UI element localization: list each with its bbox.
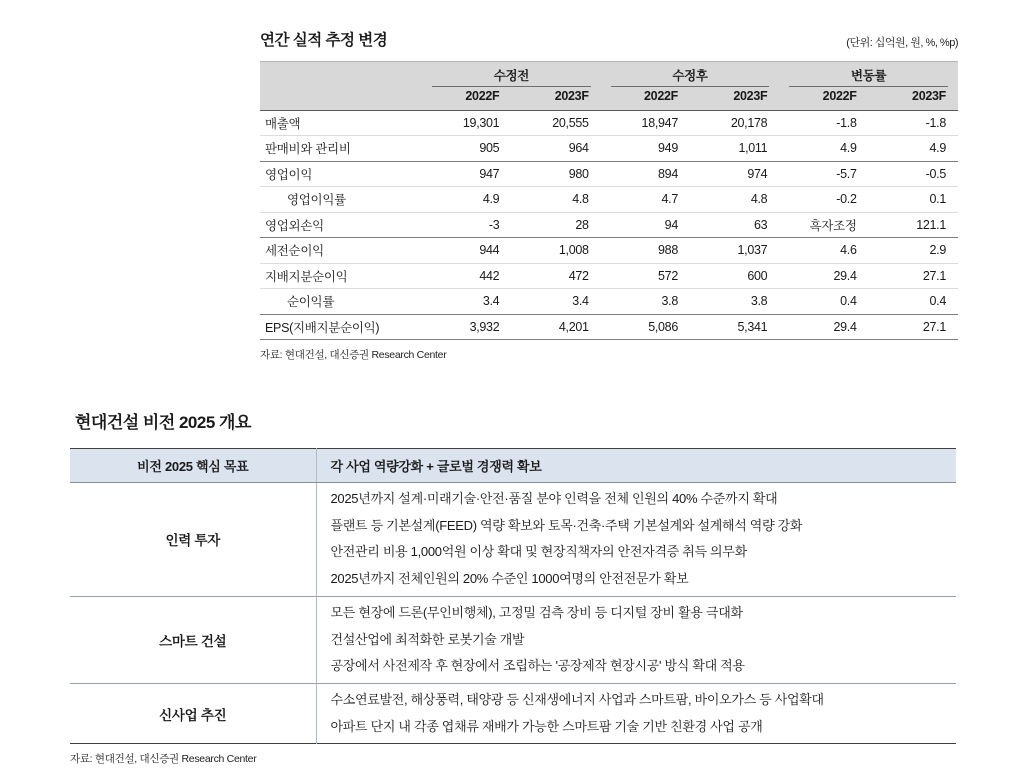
year-header: 2023F (690, 87, 779, 110)
cell-value: 572 (601, 263, 690, 289)
unit-note: (단위: 십억원, 원, %, %p) (846, 37, 958, 49)
cell-value: 3.4 (511, 289, 600, 315)
cell-value: 29.4 (779, 314, 868, 340)
vision-item: 2025년까지 설계·미래기술·안전·품질 분야 인력을 전체 인원의 40% 수준까지 확대 (330, 491, 778, 506)
year-header: 2023F (511, 87, 600, 110)
estimates-section (260, 28, 958, 362)
cell-value: 20,178 (690, 110, 779, 136)
cell-value: 5,086 (601, 314, 690, 340)
table-row (260, 110, 958, 136)
row-label: 세전순이익 (260, 238, 422, 264)
cell-value: -5.7 (779, 161, 868, 187)
vision-row (70, 483, 956, 597)
cell-value: 894 (601, 161, 690, 187)
year-header-spacer (260, 87, 422, 110)
cell-value: 18,947 (601, 110, 690, 136)
vision-item: 공장에서 사전제작 후 현장에서 조립하는 '공장제작 현장시공' 방식 확대 적용 (330, 658, 745, 674)
vision-row-content (316, 483, 956, 597)
group-header-row (260, 62, 958, 88)
vision-row-label: 스마트 건설 (70, 596, 316, 683)
table-row (260, 212, 958, 238)
row-label: 영업외손익 (260, 212, 422, 238)
cell-value: 442 (422, 263, 511, 289)
cell-value: 28 (511, 212, 600, 238)
estimates-source: 자료: 현대건설, 대신증권 Research Center (260, 349, 447, 361)
cell-value: 3.8 (601, 289, 690, 315)
cell-value: 4.9 (779, 136, 868, 162)
year-header: 2023F (869, 87, 958, 110)
vision-header-row (70, 449, 956, 483)
cell-value: -0.2 (779, 187, 868, 213)
vision-table-body (70, 483, 956, 744)
cell-value: 19,301 (422, 110, 511, 136)
cell-value: 121.1 (869, 212, 958, 238)
cell-value: 988 (601, 238, 690, 264)
group-header-label: 수정전 (432, 62, 591, 87)
cell-value: 944 (422, 238, 511, 264)
row-label: 매출액 (260, 110, 422, 136)
year-header: 2022F (601, 87, 690, 110)
cell-value: -0.5 (869, 161, 958, 187)
cell-value: 0.4 (779, 289, 868, 315)
cell-value: 4.6 (779, 238, 868, 264)
cell-value: -1.8 (869, 110, 958, 136)
vision-item: 안전관리 비용 1,000억원 이상 확대 및 현장직책자의 안전자격증 취득 의무화 (330, 544, 747, 560)
cell-value: 3.8 (690, 289, 779, 315)
cell-value: 964 (511, 136, 600, 162)
table-row (260, 314, 958, 340)
vision-header-goal: 비전 2025 핵심 목표 (70, 449, 316, 483)
cell-value: 20,555 (511, 110, 600, 136)
vision-header-strategy: 각 사업 역량강화 + 글로벌 경쟁력 확보 (316, 449, 956, 483)
cell-value: 3.4 (422, 289, 511, 315)
cell-value: 27.1 (869, 263, 958, 289)
vision-row-label: 인력 투자 (70, 483, 316, 597)
group-header-after (601, 62, 780, 88)
vision-row-content (316, 683, 956, 743)
vision-item: 플랜트 등 기본설계(FEED) 역량 확보와 토목·건축·주택 기본설계와 설계해석 역량 강화 (330, 517, 803, 533)
table-row (260, 161, 958, 187)
vision-item: 2025년까지 전체인원의 20% 수준인 1000여명의 안전전문가 확보 (330, 571, 689, 587)
row-label: 지배지분순이익 (260, 263, 422, 289)
group-header-before (422, 62, 601, 88)
year-header: 2022F (422, 87, 511, 110)
vision-item: 건설산업에 최적화한 로봇기술 개발 (330, 631, 525, 647)
cell-value: -3 (422, 212, 511, 238)
cell-value: 4.9 (422, 187, 511, 213)
cell-value: 1,037 (690, 238, 779, 264)
vision-item: 아파트 단지 내 각종 엽채류 재배가 가능한 스마트팜 기술 기반 친환경 사업 공개 (330, 718, 763, 734)
cell-value: 947 (422, 161, 511, 187)
vision-row-label: 신사업 추진 (70, 683, 316, 743)
row-label: 판매비와 관리비 (260, 136, 422, 162)
row-label: EPS(지배지분순이익) (260, 314, 422, 340)
cell-value: 472 (511, 263, 600, 289)
cell-value: 4.9 (869, 136, 958, 162)
row-label: 영업이익률 (260, 187, 422, 213)
year-header-row (260, 87, 958, 110)
estimates-table-head (260, 62, 958, 111)
cell-value: 94 (601, 212, 690, 238)
estimates-title: 연간 실적 추정 변경 (260, 32, 388, 49)
cell-value: 1,011 (690, 136, 779, 162)
cell-value: 974 (690, 161, 779, 187)
row-label: 영업이익 (260, 161, 422, 187)
vision-row (70, 683, 956, 743)
cell-value: 3,932 (422, 314, 511, 340)
estimates-table-body (260, 110, 958, 340)
table-row (260, 263, 958, 289)
cell-value: 5,341 (690, 314, 779, 340)
vision-section (70, 408, 956, 766)
vision-table (70, 448, 956, 744)
vision-row (70, 596, 956, 683)
vision-row-content (316, 596, 956, 683)
row-label: 순이익률 (260, 289, 422, 315)
vision-table-head (70, 449, 956, 483)
cell-value: 949 (601, 136, 690, 162)
table-row (260, 136, 958, 162)
group-header-change (779, 62, 958, 88)
cell-value: 0.4 (869, 289, 958, 315)
group-header-spacer (260, 62, 422, 88)
vision-item: 수소연료발전, 해상풍력, 태양광 등 신재생에너지 사업과 스마트팜, 바이오가스 등 사업확대 (330, 691, 824, 707)
cell-value: 600 (690, 263, 779, 289)
cell-value: 905 (422, 136, 511, 162)
table-row (260, 187, 958, 213)
year-header: 2022F (779, 87, 868, 110)
cell-value: 1,008 (511, 238, 600, 264)
table-row (260, 289, 958, 315)
cell-value: 4.8 (511, 187, 600, 213)
group-header-label: 변동률 (789, 62, 948, 87)
table-row (260, 238, 958, 264)
cell-value: 4,201 (511, 314, 600, 340)
cell-value: 2.9 (869, 238, 958, 264)
cell-value: -1.8 (779, 110, 868, 136)
cell-value: 27.1 (869, 314, 958, 340)
cell-value: 4.7 (601, 187, 690, 213)
vision-item: 모든 현장에 드론(무인비행체), 고정밀 검측 장비 등 디지털 장비 활용 극대화 (330, 604, 743, 620)
cell-value: 63 (690, 212, 779, 238)
estimates-titlebar (260, 28, 958, 50)
cell-value: 0.1 (869, 187, 958, 213)
cell-value: 흑자조정 (779, 212, 868, 238)
vision-title: 현대건설 비전 2025 개요 (75, 413, 251, 432)
cell-value: 980 (511, 161, 600, 187)
estimates-table (260, 61, 958, 340)
cell-value: 4.8 (690, 187, 779, 213)
vision-source: 자료: 현대건설, 대신증권 Research Center (70, 753, 257, 766)
group-header-label: 수정후 (611, 62, 770, 87)
cell-value: 29.4 (779, 263, 868, 289)
